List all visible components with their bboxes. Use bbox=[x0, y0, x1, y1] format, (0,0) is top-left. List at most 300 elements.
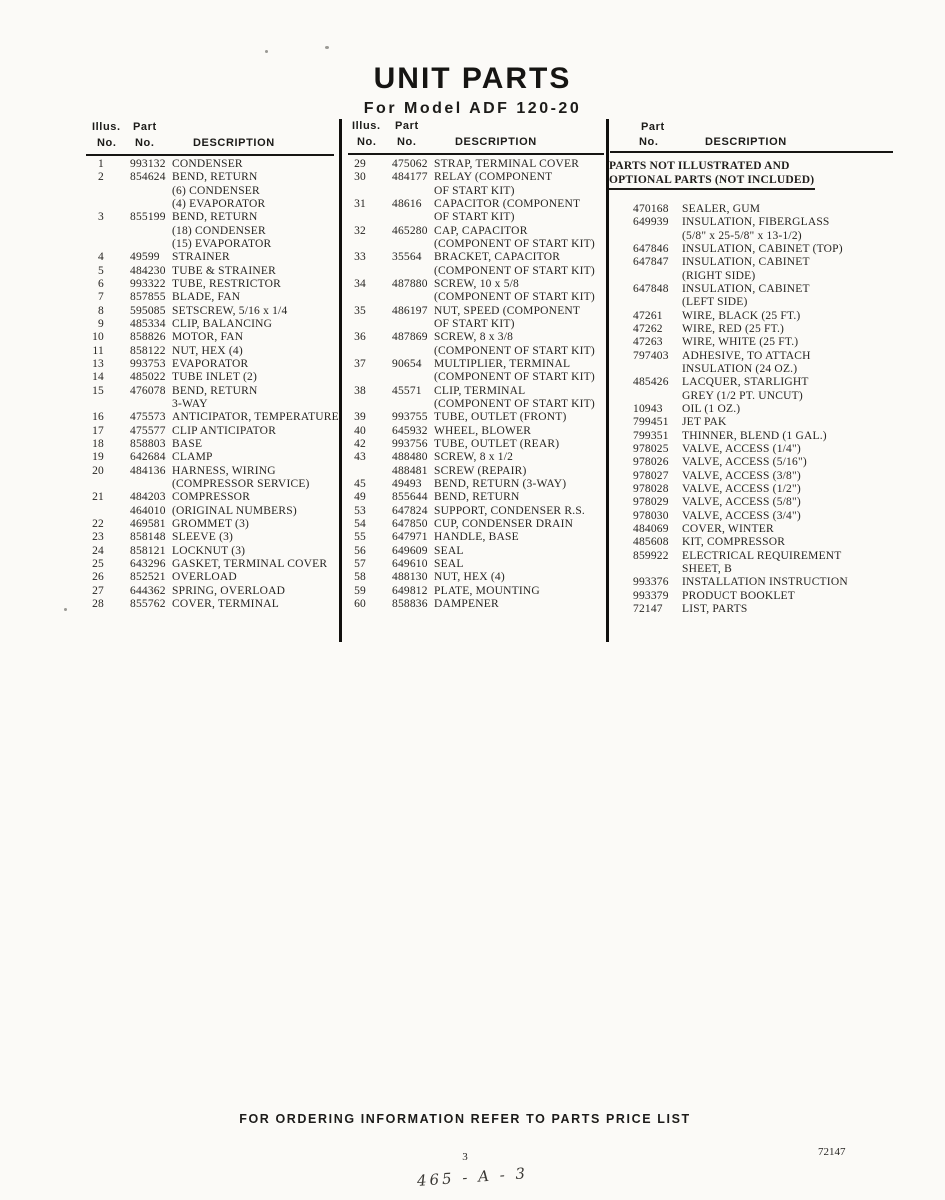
part-description: HARNESS, WIRING bbox=[172, 464, 276, 477]
part-description: SHEET, B bbox=[682, 562, 732, 575]
table-row bbox=[633, 310, 893, 323]
part-no bbox=[392, 238, 430, 251]
part-no: 35564 bbox=[392, 251, 422, 264]
illus-no: 13 bbox=[92, 357, 104, 370]
part-description: INSTALLATION INSTRUCTION bbox=[682, 576, 848, 589]
table-row bbox=[88, 531, 338, 544]
part-no: 45571 bbox=[392, 384, 422, 397]
table-row bbox=[350, 331, 602, 344]
part-no: 10943 bbox=[633, 402, 663, 415]
part-description: (COMPONENT OF START KIT) bbox=[434, 264, 595, 277]
part-no bbox=[633, 390, 678, 403]
part-description: JET PAK bbox=[682, 416, 727, 429]
part-description: VALVE, ACCESS (5/16") bbox=[682, 456, 807, 469]
table-row bbox=[633, 496, 893, 509]
illus-no bbox=[88, 505, 104, 518]
part-no: 797403 bbox=[633, 349, 669, 362]
table-row bbox=[633, 416, 893, 429]
part-no: 647848 bbox=[633, 282, 669, 295]
part-no: 484069 bbox=[633, 522, 669, 535]
part-description: BEND, RETURN bbox=[434, 491, 520, 504]
part-description: LIST, PARTS bbox=[682, 602, 748, 615]
col2-illus-label: Illus. bbox=[352, 120, 381, 132]
page-number: 3 bbox=[462, 1151, 468, 1163]
table-row bbox=[633, 483, 893, 496]
part-description: (ORIGINAL NUMBERS) bbox=[172, 504, 297, 517]
part-description: SCREW, 10 x 5/8 bbox=[434, 277, 520, 290]
part-no: 858121 bbox=[130, 544, 166, 557]
table-row bbox=[633, 390, 893, 403]
part-description: HANDLE, BASE bbox=[434, 531, 519, 544]
part-no bbox=[130, 225, 168, 238]
part-description: COMPRESSOR bbox=[172, 491, 251, 504]
illus-no bbox=[350, 465, 366, 478]
illus-no: 43 bbox=[354, 451, 366, 464]
part-no: 469581 bbox=[130, 517, 166, 530]
scan-speck bbox=[265, 50, 268, 53]
part-no bbox=[633, 230, 678, 243]
illus-no: 55 bbox=[354, 531, 366, 544]
table-row bbox=[633, 563, 893, 576]
part-description: SLEEVE (3) bbox=[172, 531, 234, 544]
part-description: SEAL bbox=[434, 557, 464, 570]
part-description: RELAY (COMPONENT bbox=[434, 171, 553, 184]
part-no: 47262 bbox=[633, 322, 663, 335]
part-no: 47261 bbox=[633, 309, 663, 322]
illus-no: 30 bbox=[354, 171, 366, 184]
table-row bbox=[350, 505, 602, 518]
table-row bbox=[633, 430, 893, 443]
illus-no: 26 bbox=[92, 571, 104, 584]
table-row bbox=[88, 451, 338, 464]
part-description: CLIP, BALANCING bbox=[172, 317, 273, 330]
col3-header-rule bbox=[610, 151, 893, 153]
table-row bbox=[350, 518, 602, 531]
table-row bbox=[88, 171, 338, 184]
illus-no: 35 bbox=[354, 304, 366, 317]
table-row bbox=[88, 318, 338, 331]
part-description: BEND, RETURN bbox=[172, 211, 258, 224]
part-no: 47263 bbox=[633, 336, 663, 349]
table-row bbox=[633, 270, 893, 283]
part-no: 993376 bbox=[633, 576, 669, 589]
part-description: INSULATION, CABINET bbox=[682, 256, 810, 269]
part-no: 993755 bbox=[392, 411, 428, 424]
part-no: 487880 bbox=[392, 277, 428, 290]
table-row bbox=[88, 371, 338, 384]
table-row bbox=[350, 545, 602, 558]
part-no bbox=[392, 211, 430, 224]
table-row bbox=[350, 571, 602, 584]
part-description: CLIP, TERMINAL bbox=[434, 384, 526, 397]
part-description: INSULATION (24 OZ.) bbox=[682, 362, 798, 375]
part-no: 476078 bbox=[130, 384, 166, 397]
table-row bbox=[633, 510, 893, 523]
parts-table-column-3 bbox=[633, 203, 893, 616]
illus-no bbox=[350, 211, 366, 224]
illus-no bbox=[350, 185, 366, 198]
table-row bbox=[633, 456, 893, 469]
part-description: PRODUCT BOOKLET bbox=[682, 589, 796, 602]
table-row bbox=[350, 185, 602, 198]
table-row bbox=[633, 283, 893, 296]
part-description: (RIGHT SIDE) bbox=[682, 269, 756, 282]
part-no: 644362 bbox=[130, 584, 166, 597]
table-row bbox=[633, 216, 893, 229]
table-row bbox=[633, 470, 893, 483]
illus-no: 54 bbox=[354, 517, 366, 530]
part-no: 475062 bbox=[392, 158, 428, 170]
parts-table-column-2 bbox=[350, 158, 602, 611]
col1-description-label: DESCRIPTION bbox=[193, 137, 275, 149]
illus-no: 9 bbox=[98, 317, 104, 330]
table-row bbox=[633, 230, 893, 243]
part-description: EVAPORATOR bbox=[172, 357, 249, 370]
table-row bbox=[88, 438, 338, 451]
table-row bbox=[88, 251, 338, 264]
part-no: 857855 bbox=[130, 291, 166, 304]
table-row bbox=[633, 550, 893, 563]
part-description: OF START KIT) bbox=[434, 184, 515, 197]
table-row bbox=[350, 225, 602, 238]
part-no bbox=[392, 265, 430, 278]
table-row bbox=[88, 465, 338, 478]
part-description: (COMPONENT OF START KIT) bbox=[434, 237, 595, 250]
part-no bbox=[392, 318, 430, 331]
table-row bbox=[350, 251, 602, 264]
illus-no: 38 bbox=[354, 384, 366, 397]
table-row bbox=[350, 238, 602, 251]
part-description: (COMPONENT OF START KIT) bbox=[434, 291, 595, 304]
table-row bbox=[350, 478, 602, 491]
part-description: SEAL bbox=[434, 544, 464, 557]
table-row bbox=[88, 185, 338, 198]
part-description: (4) EVAPORATOR bbox=[172, 197, 266, 210]
part-no: 647846 bbox=[633, 242, 669, 255]
illus-no: 11 bbox=[92, 344, 104, 357]
table-row bbox=[350, 531, 602, 544]
part-description: SCREW, 8 x 3/8 bbox=[434, 331, 514, 344]
part-description: OVERLOAD bbox=[172, 571, 237, 584]
scan-speck bbox=[325, 46, 329, 49]
illus-no: 1 bbox=[98, 158, 104, 170]
col1-illus-label: Illus. bbox=[92, 121, 121, 133]
table-row bbox=[350, 211, 602, 224]
table-row bbox=[88, 265, 338, 278]
document-number: 72147 bbox=[818, 1146, 846, 1158]
part-no: 858836 bbox=[392, 597, 428, 610]
table-row bbox=[88, 478, 338, 491]
part-description: WIRE, BLACK (25 FT.) bbox=[682, 309, 801, 322]
part-description: VALVE, ACCESS (5/8") bbox=[682, 496, 801, 509]
illus-no: 57 bbox=[354, 557, 366, 570]
illus-no: 34 bbox=[354, 277, 366, 290]
table-row bbox=[88, 398, 338, 411]
part-no bbox=[392, 291, 430, 304]
table-row bbox=[350, 585, 602, 598]
scan-speck bbox=[64, 608, 67, 611]
part-description: OIL (1 OZ.) bbox=[682, 402, 741, 415]
table-row bbox=[633, 443, 893, 456]
table-row bbox=[88, 518, 338, 531]
part-no: 465280 bbox=[392, 224, 428, 237]
col1-no-label-2: No. bbox=[135, 137, 155, 149]
part-description: BASE bbox=[172, 437, 203, 450]
illus-no bbox=[88, 185, 104, 198]
table-row bbox=[88, 505, 338, 518]
part-description: STRAINER bbox=[172, 251, 230, 264]
part-no: 649812 bbox=[392, 584, 428, 597]
illus-no: 19 bbox=[92, 451, 104, 464]
part-no: 978030 bbox=[633, 509, 669, 522]
illus-no: 24 bbox=[92, 544, 104, 557]
part-description: NUT, HEX (4) bbox=[172, 344, 243, 357]
part-no bbox=[130, 238, 168, 251]
part-description: OF START KIT) bbox=[434, 317, 515, 330]
illus-no: 58 bbox=[354, 571, 366, 584]
part-no: 993132 bbox=[130, 158, 166, 170]
table-row bbox=[633, 603, 893, 616]
part-description: KIT, COMPRESSOR bbox=[682, 536, 786, 549]
illus-no: 25 bbox=[92, 557, 104, 570]
part-no bbox=[392, 345, 430, 358]
illus-no bbox=[350, 291, 366, 304]
illus-no: 21 bbox=[92, 491, 104, 504]
part-no: 858803 bbox=[130, 437, 166, 450]
illus-no bbox=[88, 478, 104, 491]
part-description: TUBE, OUTLET (FRONT) bbox=[434, 411, 567, 424]
illus-no: 22 bbox=[92, 517, 104, 530]
col1-header bbox=[88, 121, 338, 155]
part-description: TUBE & STRAINER bbox=[172, 264, 276, 277]
part-description: (5/8" x 25-5/8" x 13-1/2) bbox=[682, 229, 802, 242]
illus-no: 16 bbox=[92, 411, 104, 424]
part-no: 488481 bbox=[392, 464, 428, 477]
col2-description-label: DESCRIPTION bbox=[455, 136, 537, 148]
col3-header bbox=[633, 121, 893, 155]
part-description: DAMPENER bbox=[434, 597, 499, 610]
table-row bbox=[350, 358, 602, 371]
column-divider-2 bbox=[606, 119, 609, 642]
table-row bbox=[350, 451, 602, 464]
part-no: 485334 bbox=[130, 317, 166, 330]
part-description: SEALER, GUM bbox=[682, 203, 761, 215]
illus-no: 29 bbox=[354, 158, 366, 170]
part-description: BRACKET, CAPACITOR bbox=[434, 251, 561, 264]
part-description: SCREW (REPAIR) bbox=[434, 464, 527, 477]
part-description: STRAP, TERMINAL COVER bbox=[434, 158, 580, 170]
part-no: 643296 bbox=[130, 557, 166, 570]
illus-no bbox=[88, 225, 104, 238]
part-no: 485608 bbox=[633, 536, 669, 549]
part-description: (LEFT SIDE) bbox=[682, 296, 748, 309]
table-row bbox=[633, 336, 893, 349]
table-row bbox=[350, 385, 602, 398]
table-row bbox=[633, 243, 893, 256]
part-no: 978028 bbox=[633, 482, 669, 495]
part-description: BEND, RETURN (3-WAY) bbox=[434, 477, 567, 490]
part-description: VALVE, ACCESS (3/4") bbox=[682, 509, 801, 522]
illus-no: 14 bbox=[92, 371, 104, 384]
col2-no-label-1: No. bbox=[357, 136, 377, 148]
col1-header-rule bbox=[86, 154, 334, 156]
illus-no: 3 bbox=[98, 211, 104, 224]
illus-no bbox=[88, 198, 104, 211]
part-description: TUBE, RESTRICTOR bbox=[172, 277, 282, 290]
part-description: CLAMP bbox=[172, 451, 213, 464]
table-row bbox=[88, 345, 338, 358]
part-no: 647971 bbox=[392, 531, 428, 544]
part-no: 470168 bbox=[633, 203, 669, 215]
part-no: 859922 bbox=[633, 549, 669, 562]
table-row bbox=[88, 491, 338, 504]
part-description: CLIP ANTICIPATOR bbox=[172, 424, 277, 437]
part-description: VALVE, ACCESS (1/2") bbox=[682, 482, 801, 495]
part-description: VALVE, ACCESS (1/4") bbox=[682, 442, 801, 455]
part-no: 649609 bbox=[392, 544, 428, 557]
section-note bbox=[609, 160, 815, 190]
table-row bbox=[350, 278, 602, 291]
part-no: 488480 bbox=[392, 451, 428, 464]
part-no: 855644 bbox=[392, 491, 428, 504]
illus-no: 53 bbox=[354, 504, 366, 517]
illus-no: 28 bbox=[92, 597, 104, 610]
part-no: 858826 bbox=[130, 331, 166, 344]
part-no: 484230 bbox=[130, 264, 166, 277]
part-no: 48616 bbox=[392, 197, 422, 210]
col3-no-label: No. bbox=[639, 136, 659, 148]
illus-no: 40 bbox=[354, 424, 366, 437]
page-title: UNIT PARTS bbox=[373, 62, 572, 95]
illus-no: 39 bbox=[354, 411, 366, 424]
part-description: (COMPONENT OF START KIT) bbox=[434, 344, 595, 357]
part-description: INSULATION, CABINET (TOP) bbox=[682, 242, 843, 255]
table-row bbox=[350, 265, 602, 278]
col2-header bbox=[350, 120, 590, 154]
part-description: SUPPORT, CONDENSER R.S. bbox=[434, 504, 585, 517]
part-no: 49599 bbox=[130, 251, 160, 264]
part-no bbox=[633, 363, 678, 376]
illus-no: 33 bbox=[354, 251, 366, 264]
table-row bbox=[88, 211, 338, 224]
part-description: INSULATION, CABINET bbox=[682, 282, 810, 295]
part-description: (18) CONDENSER bbox=[172, 224, 266, 237]
part-no: 858122 bbox=[130, 344, 166, 357]
part-no: 475577 bbox=[130, 424, 166, 437]
column-divider-1 bbox=[339, 119, 342, 642]
part-no: 464010 bbox=[130, 504, 166, 517]
part-description: NUT, SPEED (COMPONENT bbox=[434, 304, 581, 317]
illus-no: 6 bbox=[98, 277, 104, 290]
col2-no-label-2: No. bbox=[397, 136, 417, 148]
illus-no: 4 bbox=[98, 251, 104, 264]
illus-no: 32 bbox=[354, 224, 366, 237]
illus-no: 59 bbox=[354, 584, 366, 597]
part-description: CAP, CAPACITOR bbox=[434, 224, 528, 237]
table-row bbox=[88, 198, 338, 211]
part-no bbox=[392, 185, 430, 198]
part-no bbox=[130, 185, 168, 198]
part-description: CUP, CONDENSER DRAIN bbox=[434, 517, 574, 530]
part-description: OF START KIT) bbox=[434, 211, 515, 224]
table-row bbox=[350, 158, 602, 171]
part-description: (15) EVAPORATOR bbox=[172, 237, 272, 250]
illus-no: 8 bbox=[98, 304, 104, 317]
part-no: 799351 bbox=[633, 429, 669, 442]
part-no bbox=[633, 296, 678, 309]
part-no bbox=[633, 270, 678, 283]
illus-no: 36 bbox=[354, 331, 366, 344]
illus-no bbox=[350, 371, 366, 384]
handwritten-note: 465 - A - 3 bbox=[416, 1164, 529, 1190]
part-no: 855762 bbox=[130, 597, 166, 610]
part-description: COVER, TERMINAL bbox=[172, 597, 279, 610]
table-row bbox=[633, 296, 893, 309]
illus-no bbox=[350, 318, 366, 331]
part-description: VALVE, ACCESS (3/8") bbox=[682, 469, 801, 482]
table-row bbox=[633, 403, 893, 416]
illus-no bbox=[88, 398, 104, 411]
parts-table-column-1 bbox=[88, 158, 338, 611]
table-row bbox=[633, 256, 893, 269]
part-description: SETSCREW, 5/16 x 1/4 bbox=[172, 304, 288, 317]
part-description: BLADE, FAN bbox=[172, 291, 241, 304]
illus-no bbox=[350, 345, 366, 358]
table-row bbox=[88, 225, 338, 238]
part-description: GROMMET (3) bbox=[172, 517, 250, 530]
illus-no: 20 bbox=[92, 464, 104, 477]
table-row bbox=[350, 598, 602, 611]
col2-part-label: Part bbox=[395, 120, 419, 132]
table-row bbox=[88, 385, 338, 398]
part-description: INSULATION, FIBERGLASS bbox=[682, 216, 830, 229]
part-description: (6) CONDENSER bbox=[172, 184, 260, 197]
table-row bbox=[633, 323, 893, 336]
part-description: ADHESIVE, TO ATTACH bbox=[682, 349, 811, 362]
col1-no-label-1: No. bbox=[97, 137, 117, 149]
part-description: (COMPONENT OF START KIT) bbox=[434, 371, 595, 384]
table-row bbox=[350, 345, 602, 358]
part-no: 485022 bbox=[130, 371, 166, 384]
part-no: 978026 bbox=[633, 456, 669, 469]
part-no: 978029 bbox=[633, 496, 669, 509]
table-row bbox=[88, 425, 338, 438]
table-row bbox=[350, 425, 602, 438]
part-no: 595085 bbox=[130, 304, 166, 317]
table-row bbox=[633, 523, 893, 536]
part-no: 647824 bbox=[392, 504, 428, 517]
part-description: CAPACITOR (COMPONENT bbox=[434, 197, 581, 210]
illus-no: 45 bbox=[354, 477, 366, 490]
part-no: 49493 bbox=[392, 477, 422, 490]
part-description: GASKET, TERMINAL COVER bbox=[172, 557, 328, 570]
illus-no bbox=[350, 265, 366, 278]
table-row bbox=[633, 350, 893, 363]
table-row bbox=[88, 305, 338, 318]
ordering-note: FOR ORDERING INFORMATION REFER TO PARTS PRICE LIST bbox=[239, 1112, 691, 1126]
part-no: 485426 bbox=[633, 376, 669, 389]
part-no: 649939 bbox=[633, 216, 669, 229]
part-no bbox=[130, 198, 168, 211]
part-no: 484203 bbox=[130, 491, 166, 504]
part-no: 90654 bbox=[392, 357, 422, 370]
table-row bbox=[88, 598, 338, 611]
illus-no: 17 bbox=[92, 424, 104, 437]
table-row bbox=[350, 171, 602, 184]
part-description: SCREW, 8 x 1/2 bbox=[434, 451, 514, 464]
part-no: 484177 bbox=[392, 171, 428, 184]
part-description: WIRE, RED (25 FT.) bbox=[682, 322, 785, 335]
